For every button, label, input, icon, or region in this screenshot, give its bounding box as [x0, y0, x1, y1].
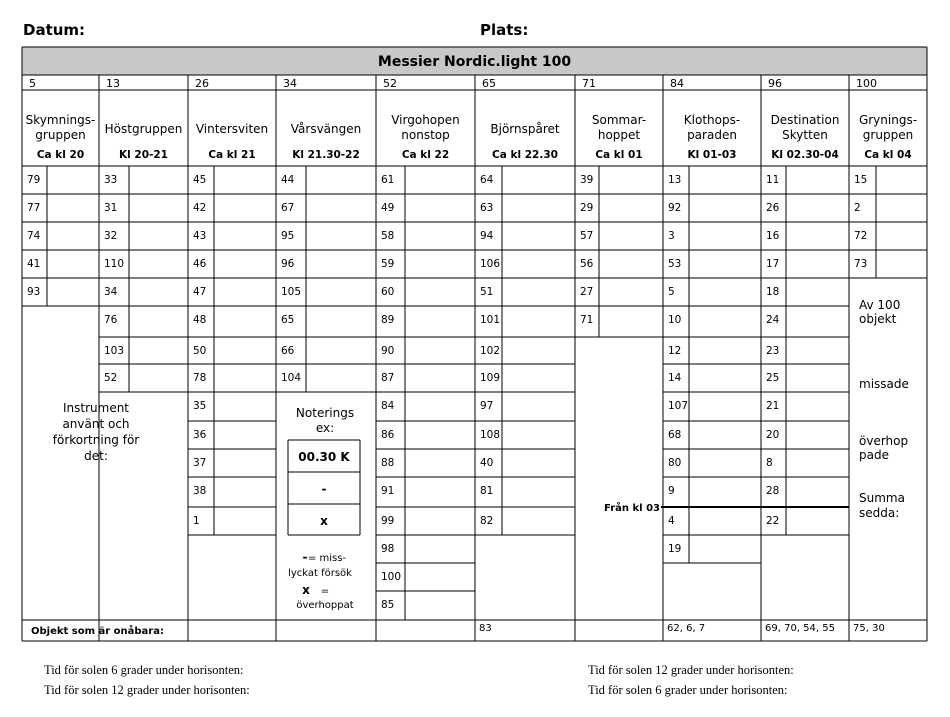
object-number: 42 — [193, 202, 207, 214]
object-number: 103 — [104, 345, 125, 357]
object-number: 19 — [668, 543, 682, 555]
object-number: 23 — [766, 345, 780, 357]
object-number: 22 — [766, 515, 780, 527]
object-number: 43 — [193, 230, 207, 242]
instrument-note: Instrument — [62, 401, 130, 415]
object-number: 65 — [281, 314, 295, 326]
object-number: 29 — [580, 202, 594, 214]
object-number: 31 — [104, 202, 118, 214]
object-number: 71 — [580, 314, 594, 326]
object-number: 37 — [193, 457, 207, 469]
object-number: 47 — [193, 286, 207, 298]
footer-left-2: Tid för solen 12 grader under horisonten: — [44, 683, 250, 697]
object-number: 28 — [766, 485, 780, 497]
object-number: 11 — [766, 174, 780, 186]
group-count: 5 — [29, 77, 36, 90]
object-number: 60 — [381, 286, 395, 298]
object-number: 77 — [27, 202, 41, 214]
unreachable-value: 75, 30 — [853, 623, 885, 634]
object-number: 27 — [580, 286, 594, 298]
object-number: 48 — [193, 314, 207, 326]
group-name: Vårsvängen — [290, 122, 362, 136]
object-number: 100 — [381, 571, 402, 583]
group-name: Björnspåret — [490, 122, 560, 136]
group-name: nonstop — [401, 128, 450, 142]
plats-label: Plats: — [480, 21, 529, 39]
footer-right-2: Tid för solen 6 grader under horisonten: — [588, 683, 788, 697]
object-number: 86 — [381, 429, 395, 441]
object-number: 67 — [281, 202, 295, 214]
object-number: 91 — [381, 485, 395, 497]
object-number: 105 — [281, 286, 302, 298]
object-number: 45 — [193, 174, 207, 186]
group-time: Kl 01-03 — [687, 149, 737, 161]
group-count: 13 — [106, 77, 120, 90]
object-number: 8 — [766, 457, 773, 469]
legend-dash-symbol: - — [302, 550, 308, 564]
object-number: 73 — [854, 258, 868, 270]
group-time: Kl 20-21 — [119, 149, 168, 161]
object-number: 3 — [668, 230, 675, 242]
notes-example: - — [321, 482, 327, 496]
object-number: 18 — [766, 286, 780, 298]
group-count: 34 — [283, 77, 297, 90]
group-time: Kl 21.30-22 — [292, 149, 360, 161]
object-number: 104 — [281, 372, 302, 384]
object-number: 61 — [381, 174, 395, 186]
group-count: 100 — [856, 77, 877, 90]
unreachable-value: 62, 6, 7 — [667, 623, 706, 634]
object-number: 33 — [104, 174, 118, 186]
object-number: 76 — [104, 314, 118, 326]
group-name: Grynings- — [858, 113, 918, 127]
group-time: Kl 02.30-04 — [771, 149, 839, 161]
group-count: 26 — [195, 77, 209, 90]
object-number: 53 — [668, 258, 682, 270]
object-number: 44 — [281, 174, 295, 186]
object-number: 81 — [480, 485, 494, 497]
object-number: 74 — [27, 230, 41, 242]
group-name: gruppen — [35, 128, 86, 142]
group-name: Vintersviten — [195, 122, 269, 136]
object-number: 5 — [668, 286, 675, 298]
object-number: 51 — [480, 286, 494, 298]
object-number: 92 — [668, 202, 682, 214]
unreachable-value: 69, 70, 54, 55 — [765, 623, 835, 634]
object-cells — [26, 77, 917, 611]
object-number: 40 — [480, 457, 494, 469]
object-number: 90 — [381, 345, 395, 357]
object-number: 88 — [381, 457, 395, 469]
group-name: Sommar- — [591, 113, 647, 127]
object-number: 34 — [104, 286, 118, 298]
notes-heading: ex: — [315, 421, 335, 435]
summary-total: Av 100 — [859, 298, 901, 312]
object-number: 68 — [668, 429, 682, 441]
object-number: 85 — [381, 599, 395, 611]
summary-sum: sedda: — [859, 506, 900, 520]
object-number: 102 — [480, 345, 501, 357]
object-number: 96 — [281, 258, 295, 270]
object-number: 108 — [480, 429, 501, 441]
summary-missed: missade — [859, 377, 909, 391]
group-name: gruppen — [862, 128, 914, 142]
object-number: 110 — [104, 258, 125, 270]
object-number: 82 — [480, 515, 494, 527]
object-number: 41 — [27, 258, 41, 270]
unreachable-label: Objekt som är onåbara: — [31, 626, 164, 637]
notes-example: x — [320, 514, 328, 528]
group-time: Ca kl 01 — [595, 149, 643, 161]
group-time: Ca kl 04 — [864, 149, 912, 161]
instrument-note: använt och — [62, 417, 130, 431]
unreachable-value: 83 — [479, 623, 492, 634]
object-number: 109 — [480, 372, 501, 384]
group-time: Ca kl 21 — [208, 149, 256, 161]
group-name: hoppet — [597, 128, 641, 142]
object-number: 58 — [381, 230, 395, 242]
object-number: 38 — [193, 485, 207, 497]
legend-x-symbol: x — [302, 583, 310, 597]
group-time: Ca kl 22.30 — [492, 149, 558, 161]
object-number: 17 — [766, 258, 780, 270]
object-number: 66 — [281, 345, 295, 357]
object-number: 95 — [281, 230, 295, 242]
object-number: 57 — [580, 230, 594, 242]
object-number: 46 — [193, 258, 207, 270]
object-number: 20 — [766, 429, 780, 441]
object-number: 13 — [668, 174, 682, 186]
object-number: 1 — [193, 515, 200, 527]
object-number: 4 — [668, 515, 675, 527]
object-number: 32 — [104, 230, 118, 242]
object-number: 80 — [668, 457, 682, 469]
summary-skipped: överhop — [859, 434, 909, 448]
legend-x-text: = — [320, 586, 330, 597]
object-number: 39 — [580, 174, 594, 186]
object-number: 106 — [480, 258, 501, 270]
object-number: 56 — [580, 258, 594, 270]
group-count: 96 — [768, 77, 782, 90]
object-number: 94 — [480, 230, 494, 242]
object-number: 99 — [381, 515, 395, 527]
object-number: 52 — [104, 372, 118, 384]
sheet-title: Messier Nordic.light 100 — [377, 54, 572, 70]
group-count: 84 — [670, 77, 684, 90]
object-number: 84 — [381, 400, 395, 412]
group-count: 52 — [383, 77, 397, 90]
object-number: 24 — [766, 314, 780, 326]
object-number: 21 — [766, 400, 780, 412]
group-name: paraden — [687, 128, 737, 142]
summary-total: objekt — [859, 312, 897, 326]
group-name: Skytten — [782, 128, 828, 142]
object-number: 98 — [381, 543, 395, 555]
summary-skipped: pade — [859, 448, 889, 462]
object-number: 89 — [381, 314, 395, 326]
object-number: 49 — [381, 202, 395, 214]
object-number: 79 — [27, 174, 41, 186]
object-number: 12 — [668, 345, 682, 357]
object-number: 2 — [854, 202, 861, 214]
footer-right-1: Tid för solen 12 grader under horisonten: — [588, 663, 794, 677]
group-name: Skymnings- — [25, 113, 96, 127]
object-number: 64 — [480, 174, 494, 186]
legend-dash-text: = miss- — [307, 553, 347, 564]
object-number: 59 — [381, 258, 395, 270]
object-number: 101 — [480, 314, 501, 326]
object-number: 36 — [193, 429, 207, 441]
group-name: Destination — [770, 113, 840, 127]
object-number: 26 — [766, 202, 780, 214]
object-number: 25 — [766, 372, 780, 384]
group-name: Klothops- — [683, 113, 741, 127]
datum-label: Datum: — [23, 21, 86, 39]
group-name: Höstgruppen — [104, 122, 183, 136]
summary-sum: Summa — [859, 491, 905, 505]
legend-x-text: överhoppat — [296, 600, 354, 611]
footer-left-1: Tid för solen 6 grader under horisonten: — [44, 663, 244, 677]
from-kl-label: Från kl 03 — [604, 503, 660, 514]
object-number: 97 — [480, 400, 494, 412]
object-number: 16 — [766, 230, 780, 242]
object-number: 15 — [854, 174, 868, 186]
object-number: 9 — [668, 485, 675, 497]
group-time: Ca kl 22 — [401, 149, 450, 161]
object-number: 35 — [193, 400, 207, 412]
object-number: 107 — [668, 400, 689, 412]
group-count: 65 — [482, 77, 496, 90]
object-number: 93 — [27, 286, 41, 298]
instrument-note: det: — [84, 449, 108, 463]
object-number: 72 — [854, 230, 868, 242]
object-number: 78 — [193, 372, 207, 384]
group-name: Virgohopen — [391, 113, 460, 127]
object-number: 50 — [193, 345, 207, 357]
notes-example: 00.30 K — [298, 450, 350, 464]
instrument-note: förkortning för — [52, 433, 140, 447]
notes-heading: Noterings — [295, 406, 355, 420]
object-number: 14 — [668, 372, 682, 384]
group-count: 71 — [582, 77, 596, 90]
legend-dash-text: lyckat försök — [288, 568, 352, 579]
group-time: Ca kl 20 — [36, 149, 85, 161]
object-number: 10 — [668, 314, 682, 326]
object-number: 87 — [381, 372, 395, 384]
object-number: 63 — [480, 202, 494, 214]
